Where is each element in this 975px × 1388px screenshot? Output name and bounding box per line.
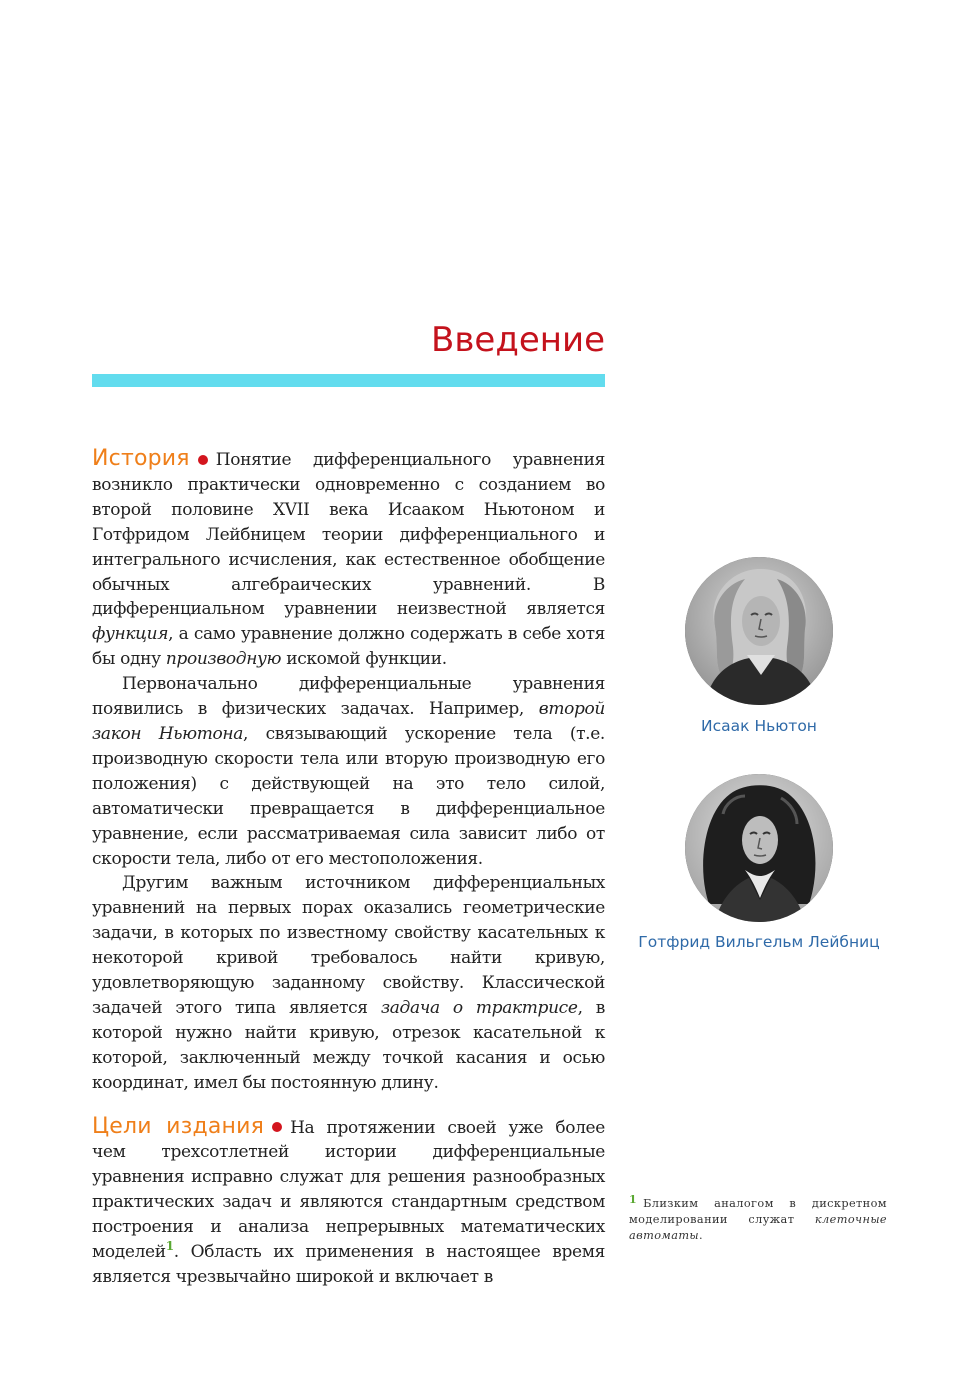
bullet-icon [272,1122,282,1132]
title-rule [92,374,605,387]
history-paragraph-2: Первоначально дифференциальные уравнения появились в физических задачах. Например, второй закон Ньютона, связывающий ускорение тела (т.е. производную скорости тела или вторую производную его положения) с действующей на это тело силой, автоматически превращается в дифференциальное уравнение, если рассматриваемая сила зависит либо от скорости тела, либо от его местоположения. [92,674,605,869]
newton-portrait [685,557,833,705]
section-heading-goals: Цели издания [92,1113,265,1139]
footnote-reference[interactable]: 1 [165,1239,174,1254]
chapter-title: Введение [431,320,605,360]
leibniz-portrait [685,774,833,922]
history-paragraph-3: Другим важным источником дифференциальных уравнений на первых порах оказались геометрические задачи, в которых по известному свойству касательных к некоторой кривой требовалось найти кривую, удовлетворяющую заданному свойству. Классической задачей этого типа является задача о трактрисе, в которой нужно найти кривую, отрезок касательной к которой, заключенный между точкой касания и осью координат, имел бы постоянную длину. [92,873,605,1093]
history-paragraph-1: История Понятие дифференциального уравнения возникло практически одновременно с созданием во второй половине XVII века Исааком Ньютоном и Готфридом Лейбницем теории дифференциального и интегрального исчисления, как естественное обобщение обычных алгебраических уравнений. В дифференциальном уравнении неизвестной является функция, а само уравнение должно содержать в себе хотя бы одну производную искомой функции. [92,446,605,670]
footnote: 1 Близким аналогом в дискретном моделировании служат клеточные автоматы. [629,1193,887,1242]
leibniz-caption: Готфрид Вильгельм Лейбниц [638,933,880,951]
goals-paragraph-1: Цели издания На протяжении своей уже более чем трехсотлетней истории дифференциальные уравнения исправно служат для решения разнообразных практических задач и являются стандартным средством построения и анализа непрерывных математических моделей$^1$. Область их применения в настоящее время является чрезвычайно широкой и включает в [92,1113,605,1287]
bullet-icon [198,455,208,465]
footnote-number: 1 [629,1193,638,1206]
main-text-column [92,447,605,1290]
newton-caption: Исаак Ньютон [701,717,817,735]
section-heading-history: История [92,446,190,471]
